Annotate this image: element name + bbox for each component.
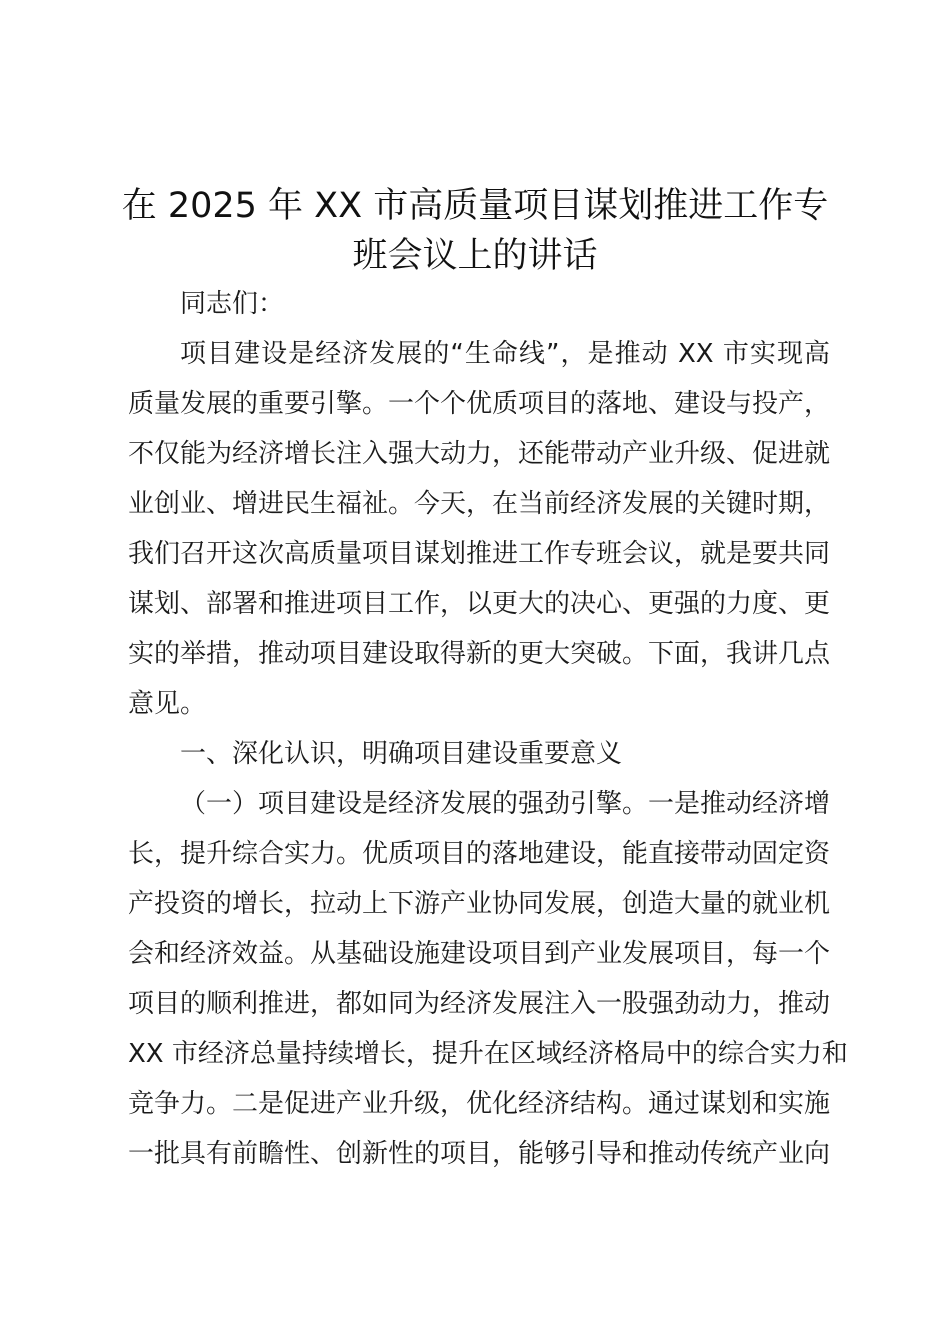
paragraph-2-line-6: XX 市经济总量持续增长，提升在区域经济格局中的综合实力和 — [128, 1039, 848, 1069]
title-line-1: 在 2025 年 XX 市高质量项目谋划推进工作专 — [121, 186, 829, 226]
paragraph-1-line-2: 质量发展的重要引擎。一个个优质项目的落地、建设与投产， — [128, 389, 831, 419]
title-line-2: 班会议上的讲话 — [352, 236, 598, 276]
paragraph-1-line-6: 谋划、部署和推进项目工作，以更大的决心、更强的力度、更 — [128, 589, 831, 619]
paragraph-2-line-2: 长，提升综合实力。优质项目的落地建设，能直接带动固定资 — [128, 839, 831, 869]
paragraph-2-line-1: （一）项目建设是经济发展的强劲引擎。一是推动经济增 — [180, 789, 831, 819]
paragraph-2-line-5: 项目的顺利推进，都如同为经济发展注入一股强劲动力，推动 — [128, 989, 831, 1019]
paragraph-1-line-8: 意见。 — [128, 689, 207, 719]
paragraph-1-line-3: 不仅能为经济增长注入强大动力，还能带动产业升级、促进就 — [128, 439, 831, 469]
paragraph-2-line-7: 竞争力。二是促进产业升级，优化经济结构。通过谋划和实施 — [128, 1089, 831, 1119]
paragraph-2-line-3: 产投资的增长，拉动上下游产业协同发展，创造大量的就业机 — [128, 889, 831, 919]
salutation: 同志们： — [180, 289, 285, 319]
paragraph-1-line-7: 实的举措，推动项目建设取得新的更大突破。下面，我讲几点 — [128, 639, 831, 669]
paragraph-1-line-4: 业创业、增进民生福祉。今天，在当前经济发展的关键时期， — [128, 489, 831, 519]
paragraph-2-line-8: 一批具有前瞻性、创新性的项目，能够引导和推动传统产业向 — [128, 1139, 831, 1169]
paragraph-2-line-4: 会和经济效益。从基础设施建设项目到产业发展项目，每一个 — [128, 939, 831, 969]
section-heading-1: 一、深化认识，明确项目建设重要意义 — [180, 739, 623, 769]
paragraph-1-line-1: 项目建设是经济发展的“生命线”，是推动 XX 市实现高 — [180, 339, 830, 369]
paragraph-1-line-5: 我们召开这次高质量项目谋划推进工作专班会议，就是要共同 — [128, 539, 831, 569]
